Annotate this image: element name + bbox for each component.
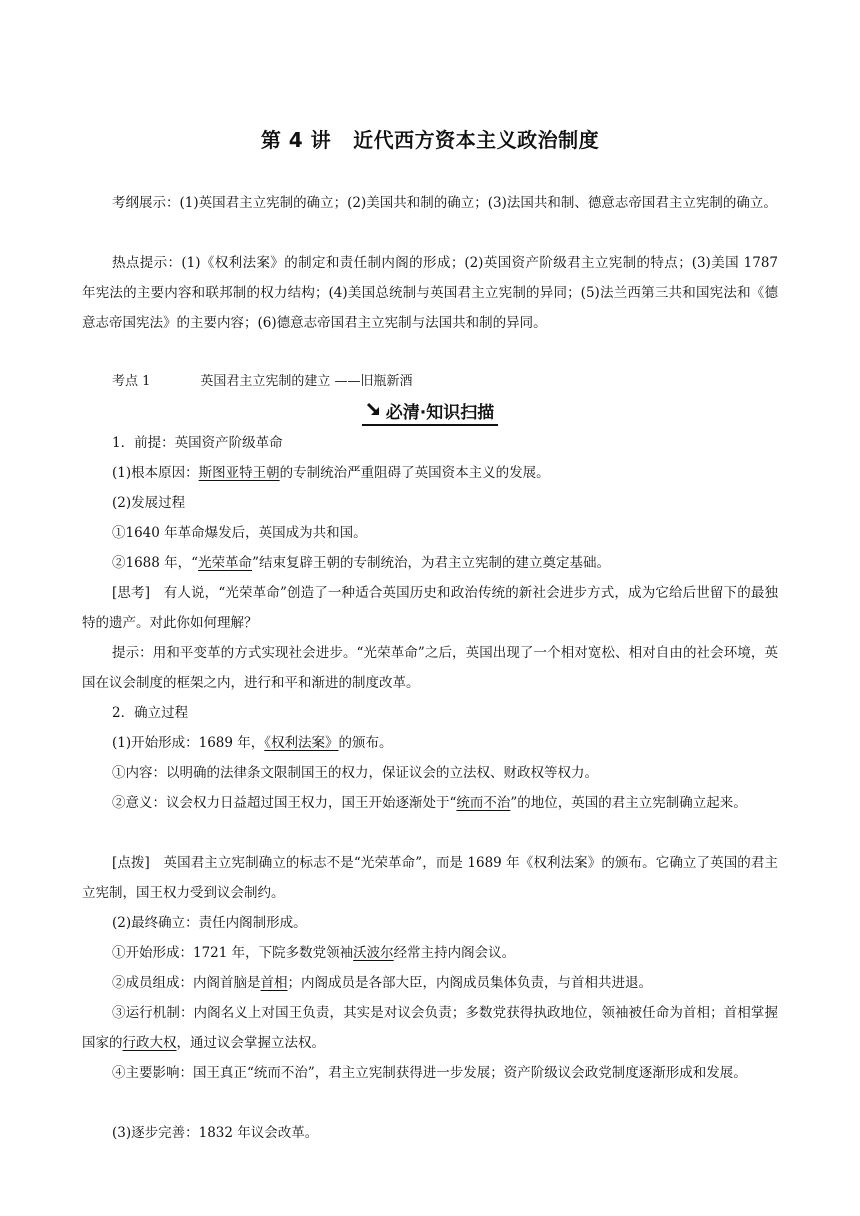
section-2-heading: 2．确立过程	[112, 705, 189, 721]
bill-of-rights-line	[112, 728, 778, 758]
development-heading: (2)发展过程	[112, 495, 186, 511]
knowledge-banner	[0, 398, 860, 426]
text-span: ；内阁成员是各部大臣，内阁成员集体负责，与首相共进退。	[287, 975, 652, 991]
key-term: 统而不治	[456, 795, 511, 811]
topic-heading	[112, 370, 413, 389]
topic-label: 考点 1	[112, 374, 151, 389]
key-term: 《权利法案》	[264, 735, 339, 751]
arrow-down-right-icon	[366, 402, 382, 422]
hotspots-paragraph: 热点提示：(1)《权利法案》的制定和责任制内阁的形成；(2)英国资产阶级君主立宪制的特点；(3)美国 1787 年宪法的主要内容和联邦制的权力结构；(4)美国总统制与英国君主立宪制的异同；(5)法兰西第三共和国宪法和《德意志帝国宪法》的主要内容；(6)德意志帝国君主立宪制与法国共和制的异同。	[82, 255, 778, 331]
banner-text: 必清·知识扫描	[385, 403, 495, 423]
section-1-heading: 1．前提：英国资产阶级革命	[112, 435, 283, 451]
cabinet-heading: (2)最终确立：责任内阁制形成。	[112, 915, 307, 931]
reform-1832-line: (3)逐步完善：1832 年议会改革。	[112, 1125, 319, 1141]
influence-paragraph: ④主要影响：国王真正“统而不治”，君主立宪制获得进一步发展；资产阶级议会政党制度逐渐形成和发展。	[112, 1065, 747, 1081]
hint-paragraph: 提示：用和平变革的方式实现社会进步。“光荣革命”之后，英国出现了一个相对宽松、相对自由的社会环境，英国在议会制度的框架之内，进行和平和渐进的制度改革。	[82, 645, 778, 691]
page-title	[0, 124, 860, 153]
lecture-name: 近代西方资本主义政治制度	[353, 128, 600, 152]
cabinet-mechanism-paragraph	[82, 998, 778, 1058]
revolution-1640-line: ①1640 年革命爆发后，英国成为共和国。	[112, 525, 367, 541]
outline-paragraph: 考纲展示：(1)英国君主立宪制的确立；(2)美国共和制的确立；(3)法国共和制、德意志帝国君主立宪制的确立。	[112, 195, 777, 211]
lecture-number: 第 4 讲	[260, 128, 332, 152]
key-term: 光荣革命	[198, 555, 253, 571]
text-span: ②成员组成：内阁首脑是	[112, 975, 261, 991]
text-span: ①开始形成：1721 年，下院多数党领袖	[112, 945, 354, 961]
significance-paragraph	[82, 788, 778, 818]
content-line: ①内容：以明确的法律条文限制国王的权力，保证议会的立法权、财政权等权力。	[112, 765, 598, 781]
text-span: ”的地位，英国的君主立宪制确立起来。	[510, 795, 747, 811]
glorious-revolution-line	[112, 548, 778, 578]
key-term: 首相	[260, 975, 288, 991]
text-span: ②1688 年，“	[112, 555, 199, 571]
text-span: 的颁布。	[338, 735, 393, 751]
text-span: ③运行机制：内阁名义上对国王负责，其实是对议会负责；多数党获得执政地位，领袖被任命为首相；首相掌握国家的	[82, 1005, 778, 1051]
think-paragraph: [思考] 有人说，“光荣革命”创造了一种适合英国历史和政治传统的新社会进步方式，成为它给后世留下的最独特的遗产。对此你如何理解？	[82, 585, 778, 631]
key-term: 斯图亚特王朝	[198, 465, 280, 481]
cabinet-start-line	[112, 938, 778, 968]
text-span: ②意义：议会权力日益超过国王权力，国王开始逐渐处于“	[112, 795, 457, 811]
topic-name: 英国君主立宪制的建立 ——旧瓶新酒	[200, 374, 413, 389]
key-term: 沃波尔	[353, 945, 394, 961]
text-span: ”结束复辟王朝的专制统治，为君主立宪制的建立奠定基础。	[252, 555, 610, 571]
text-span: 的专制统治严重阻碍了英国资本主义的发展。	[279, 465, 550, 481]
note-paragraph: [点拨] 英国君主立宪制确立的标志不是“光荣革命”，而是 1689 年《权利法案》的颁布。它确立了英国的君主立宪制，国王权力受到议会制约。	[82, 855, 778, 901]
root-cause-line	[112, 458, 778, 488]
text-span: 经常主持内阁会议。	[393, 945, 516, 961]
text-span: (1)开始形成：1689 年，	[112, 735, 265, 751]
text-span: (1)根本原因：	[112, 465, 199, 481]
cabinet-members-line	[112, 968, 778, 998]
key-term: 行政大权	[122, 1035, 177, 1051]
text-span: ，通过议会掌握立法权。	[176, 1035, 325, 1051]
